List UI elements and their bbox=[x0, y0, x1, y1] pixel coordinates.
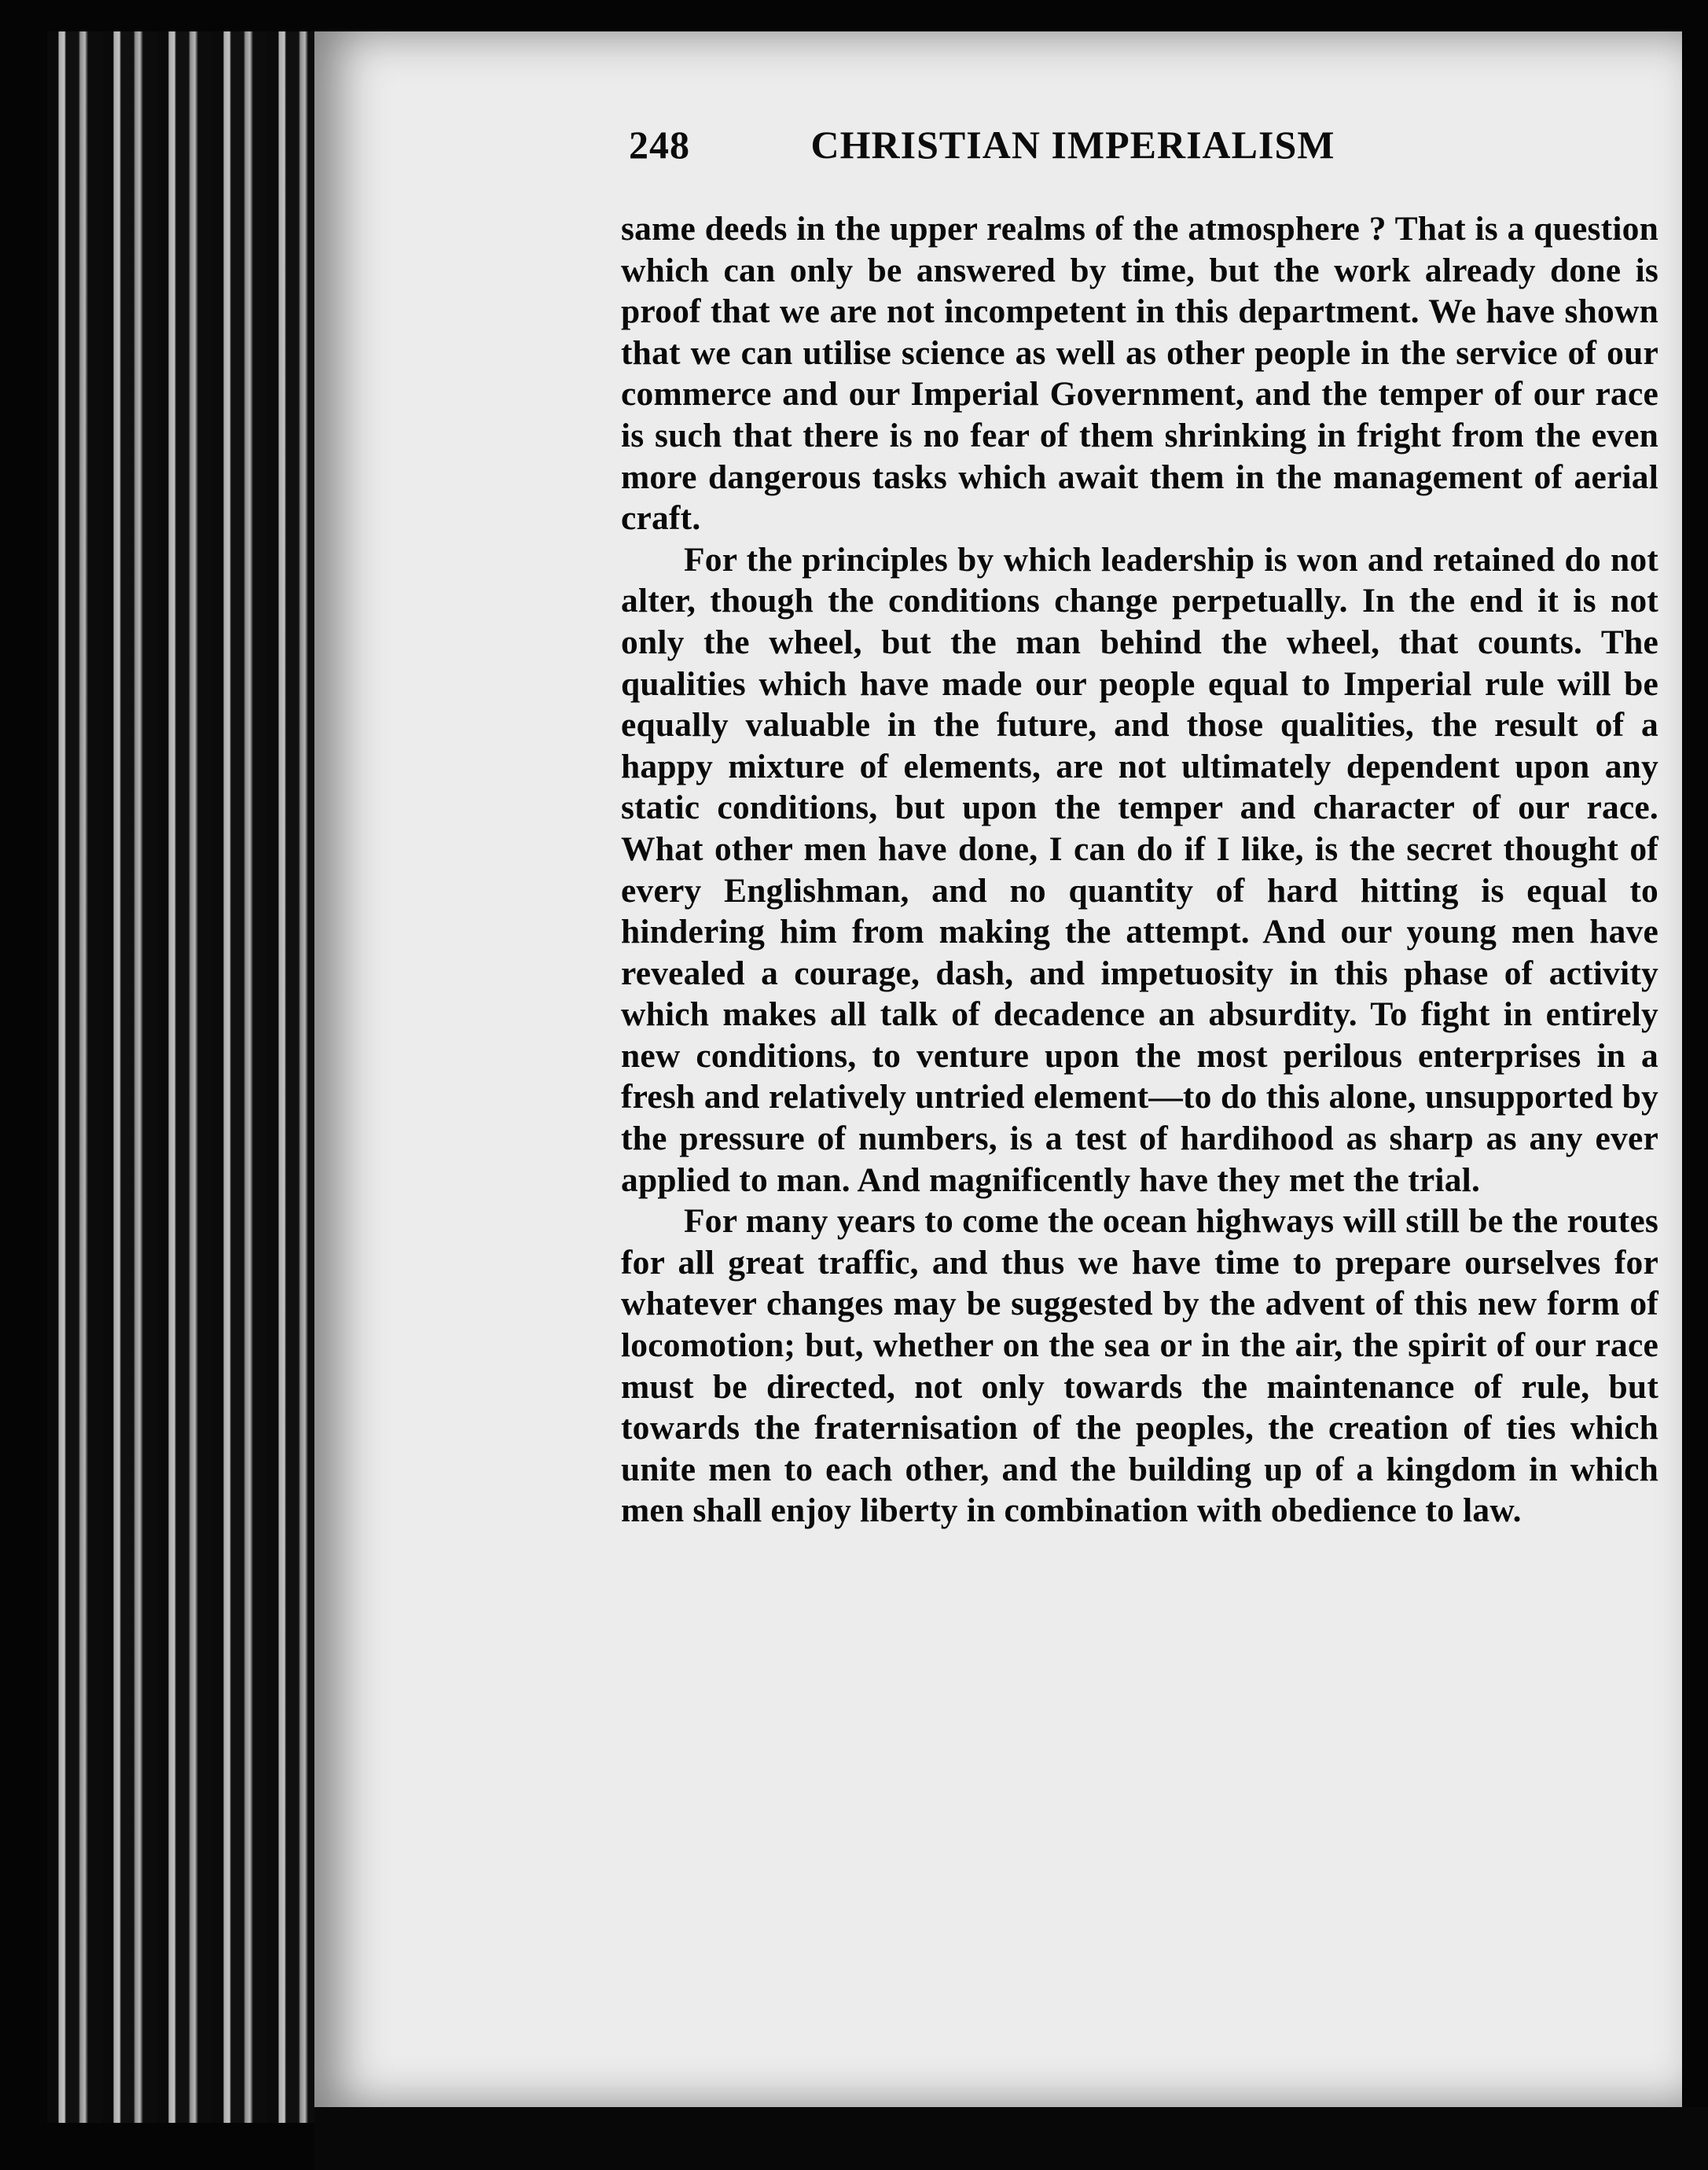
running-title: CHRISTIAN IMPERIALISM bbox=[810, 123, 1335, 167]
paragraph: For many years to come the ocean highways will still be the routes for all great traffic, and thus we have time to prepare ourselves for whatever changes may be suggested by the advent of this new form of locomotion; but, whether on the sea or in the air, the spirit of our race must be directed, not only towards the maintenance of rule, but towards the fraternisation of the peoples, the creation of ties which unite men to each other, and the building up of a kingdom in which men shall enjoy liberty in combination with obedience to law. bbox=[621, 1202, 1658, 1530]
body-text bbox=[621, 208, 1658, 1532]
scan-border bbox=[314, 2107, 1708, 2170]
page-header bbox=[629, 122, 1431, 185]
paragraph: For the principles by which leadership is won and retained do not alter, though the conditions change perpetually. In the end it is not only the wheel, but the man behind the wheel, that counts. The qualities which have made our people equal to Imperial rule will be equally valuable in the future, and those qualities, the result of a happy mixture of elements, are not ultimately dependent upon any static conditions, but upon the temper and character of our race. What other men have done, I can do if I like, is the secret thought of every Englishman, and no quantity of hard hitting is equal to hindering him from making the attempt. And our young men have revealed a courage, dash, and impetuosity in this phase of activity which makes all talk of decadence an absurdity. To fight in entirely new conditions, to venture upon the most perilous enterprises in a fresh and relatively untried element—to do this alone, unsupported by the pressure of numbers, is a test of hardihood as sharp as any ever applied to man. And magnificently have they met the trial. bbox=[621, 540, 1658, 1199]
page-number: 248 bbox=[629, 123, 690, 167]
paragraph-continued: same deeds in the upper realms of the atmosphere ? That is a question which can only be answered by time, but the work already done is proof that we are not incompetent in this department. We have shown that we can utilise science as well as other people in the service of our commerce and our Imperial Government, and the temper of our race is such that there is no fear of them shrinking in fright from the even more dangerous tasks which await them in the management of aerial craft. bbox=[621, 210, 1658, 538]
